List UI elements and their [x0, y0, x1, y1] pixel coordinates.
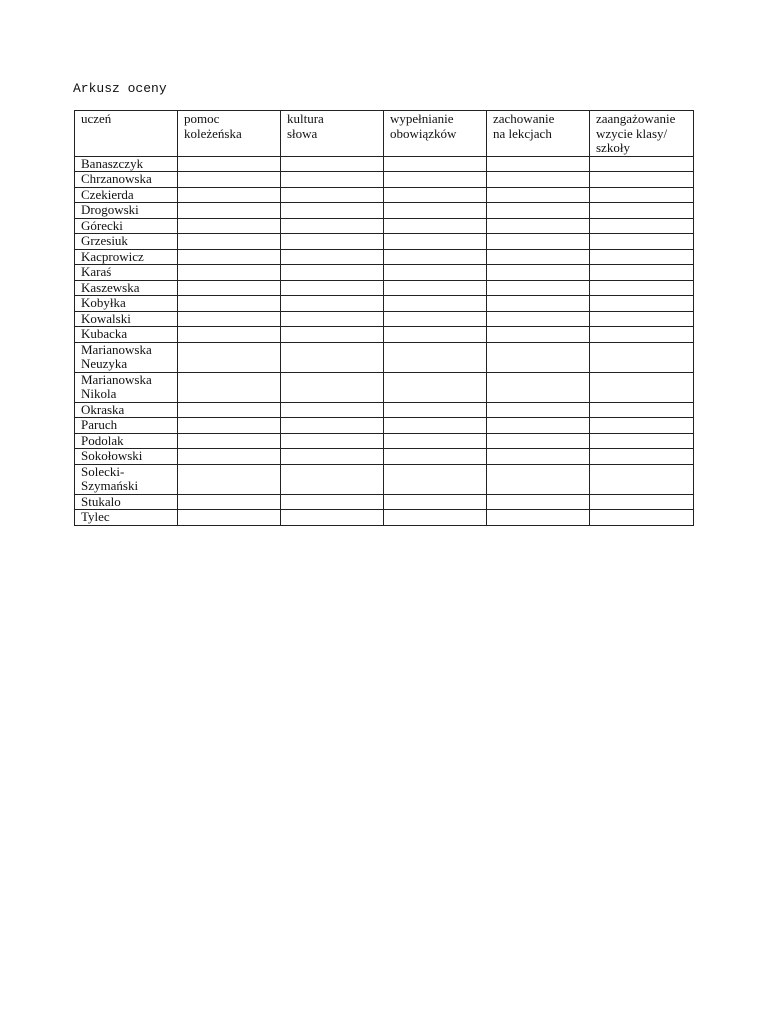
student-name-cell: Paruch	[75, 418, 178, 434]
table-row	[75, 249, 694, 265]
table-row	[75, 218, 694, 234]
header-cell-duties: wypełnianie obowiązków	[384, 111, 487, 157]
student-name-cell: Marianowska Neuzyka	[75, 342, 178, 372]
header-row	[75, 111, 694, 157]
student-name-cell: Marianowska Nikola	[75, 372, 178, 402]
grade-cell	[281, 234, 384, 250]
grade-cell	[178, 372, 281, 402]
table-row	[75, 342, 694, 372]
grade-cell	[281, 203, 384, 219]
grade-cell	[590, 296, 694, 312]
grade-cell	[384, 234, 487, 250]
header-cell-peer-help: pomoc koleżeńska	[178, 111, 281, 157]
grade-cell	[384, 296, 487, 312]
grade-cell	[384, 156, 487, 172]
grade-cell	[487, 218, 590, 234]
header-cell-speech-culture: kultura słowa	[281, 111, 384, 157]
grade-cell	[178, 156, 281, 172]
grade-cell	[590, 510, 694, 526]
grade-cell	[384, 280, 487, 296]
grade-sheet-table	[74, 110, 694, 526]
grade-cell	[178, 265, 281, 281]
table-row	[75, 372, 694, 402]
grade-cell	[384, 402, 487, 418]
grade-cell	[590, 234, 694, 250]
table-row	[75, 172, 694, 188]
grade-cell	[281, 172, 384, 188]
grade-cell	[487, 280, 590, 296]
grade-cell	[384, 449, 487, 465]
table-row	[75, 187, 694, 203]
grade-cell	[281, 311, 384, 327]
student-name-cell: Drogowski	[75, 203, 178, 219]
grade-cell	[487, 311, 590, 327]
student-name-cell: Kacprowicz	[75, 249, 178, 265]
grade-cell	[487, 327, 590, 343]
grade-cell	[178, 494, 281, 510]
grade-cell	[590, 449, 694, 465]
grade-cell	[487, 296, 590, 312]
student-name-cell: Kaszewska	[75, 280, 178, 296]
grade-cell	[178, 327, 281, 343]
grade-cell	[178, 311, 281, 327]
student-name-cell: Tylec	[75, 510, 178, 526]
grade-cell	[384, 494, 487, 510]
grade-cell	[487, 342, 590, 372]
student-name-cell: Czekierda	[75, 187, 178, 203]
grade-cell	[487, 249, 590, 265]
grade-cell	[178, 218, 281, 234]
grade-cell	[384, 187, 487, 203]
grade-cell	[281, 156, 384, 172]
grade-cell	[384, 433, 487, 449]
grade-cell	[487, 234, 590, 250]
grade-cell	[487, 402, 590, 418]
grade-cell	[384, 203, 487, 219]
table-row	[75, 280, 694, 296]
grade-cell	[384, 218, 487, 234]
grade-cell	[487, 433, 590, 449]
grade-cell	[487, 372, 590, 402]
grade-cell	[178, 296, 281, 312]
grade-cell	[281, 510, 384, 526]
grade-cell	[384, 172, 487, 188]
grade-cell	[281, 187, 384, 203]
document-title: Arkusz oceny	[73, 81, 167, 96]
student-name-cell: Okraska	[75, 402, 178, 418]
grade-cell	[487, 418, 590, 434]
grade-cell	[178, 510, 281, 526]
grade-cell	[384, 249, 487, 265]
grade-cell	[487, 172, 590, 188]
grade-cell	[590, 280, 694, 296]
table-row	[75, 402, 694, 418]
table-row	[75, 311, 694, 327]
student-name-cell: Grzesiuk	[75, 234, 178, 250]
table-row	[75, 433, 694, 449]
grade-cell	[590, 156, 694, 172]
grade-cell	[178, 433, 281, 449]
student-name-cell: Banaszczyk	[75, 156, 178, 172]
grade-cell	[178, 464, 281, 494]
grade-cell	[178, 203, 281, 219]
grade-cell	[281, 265, 384, 281]
grade-cell	[590, 494, 694, 510]
student-name-cell: Sokołowski	[75, 449, 178, 465]
grade-cell	[590, 402, 694, 418]
table-row	[75, 156, 694, 172]
grade-cell	[178, 402, 281, 418]
table-row	[75, 464, 694, 494]
grade-cell	[281, 327, 384, 343]
grade-cell	[487, 449, 590, 465]
grade-cell	[487, 203, 590, 219]
table-row	[75, 494, 694, 510]
student-name-cell: Solecki- Szymański	[75, 464, 178, 494]
grade-cell	[178, 342, 281, 372]
grade-cell	[178, 249, 281, 265]
grade-cell	[384, 372, 487, 402]
grade-cell	[590, 464, 694, 494]
header-cell-student: uczeń	[75, 111, 178, 157]
grade-cell	[281, 280, 384, 296]
grade-cell	[590, 418, 694, 434]
grade-cell	[178, 172, 281, 188]
grade-cell	[590, 372, 694, 402]
student-name-cell: Kubacka	[75, 327, 178, 343]
table-row	[75, 296, 694, 312]
grade-cell	[590, 172, 694, 188]
grade-cell	[178, 234, 281, 250]
grade-cell	[384, 342, 487, 372]
table-row	[75, 449, 694, 465]
grade-cell	[281, 418, 384, 434]
grade-cell	[590, 433, 694, 449]
grade-cell	[178, 418, 281, 434]
table-row	[75, 234, 694, 250]
grade-cell	[384, 418, 487, 434]
grade-cell	[281, 372, 384, 402]
grade-cell	[281, 402, 384, 418]
grade-cell	[487, 510, 590, 526]
grade-cell	[281, 449, 384, 465]
grade-cell	[281, 296, 384, 312]
header-cell-engagement: zaangażowanie wzycie klasy/ szkoły	[590, 111, 694, 157]
grade-cell	[590, 187, 694, 203]
grade-cell	[384, 464, 487, 494]
student-name-cell: Podolak	[75, 433, 178, 449]
grade-cell	[384, 327, 487, 343]
header-cell-behaviour: zachowanie na lekcjach	[487, 111, 590, 157]
grade-cell	[178, 449, 281, 465]
student-name-cell: Kobyłka	[75, 296, 178, 312]
grade-cell	[487, 156, 590, 172]
grade-cell	[178, 280, 281, 296]
grade-cell	[590, 218, 694, 234]
grade-cell	[384, 311, 487, 327]
student-name-cell: Karaś	[75, 265, 178, 281]
grade-cell	[590, 327, 694, 343]
grade-cell	[178, 187, 281, 203]
student-name-cell: Górecki	[75, 218, 178, 234]
grade-cell	[281, 494, 384, 510]
grade-cell	[590, 311, 694, 327]
table-row	[75, 418, 694, 434]
table-row	[75, 510, 694, 526]
grade-cell	[487, 187, 590, 203]
table-row	[75, 265, 694, 281]
grade-cell	[590, 249, 694, 265]
student-name-cell: Kowalski	[75, 311, 178, 327]
grade-cell	[487, 464, 590, 494]
grade-cell	[487, 265, 590, 281]
grade-cell	[590, 265, 694, 281]
table-row	[75, 327, 694, 343]
grade-cell	[590, 342, 694, 372]
grade-cell	[590, 203, 694, 219]
grade-cell	[281, 249, 384, 265]
grade-cell	[281, 433, 384, 449]
grade-cell	[384, 265, 487, 281]
grade-cell	[281, 464, 384, 494]
student-name-cell: Chrzanowska	[75, 172, 178, 188]
grade-cell	[487, 494, 590, 510]
table-row	[75, 203, 694, 219]
grade-cell	[384, 510, 487, 526]
student-name-cell: Stukalo	[75, 494, 178, 510]
grade-cell	[281, 342, 384, 372]
grade-cell	[281, 218, 384, 234]
